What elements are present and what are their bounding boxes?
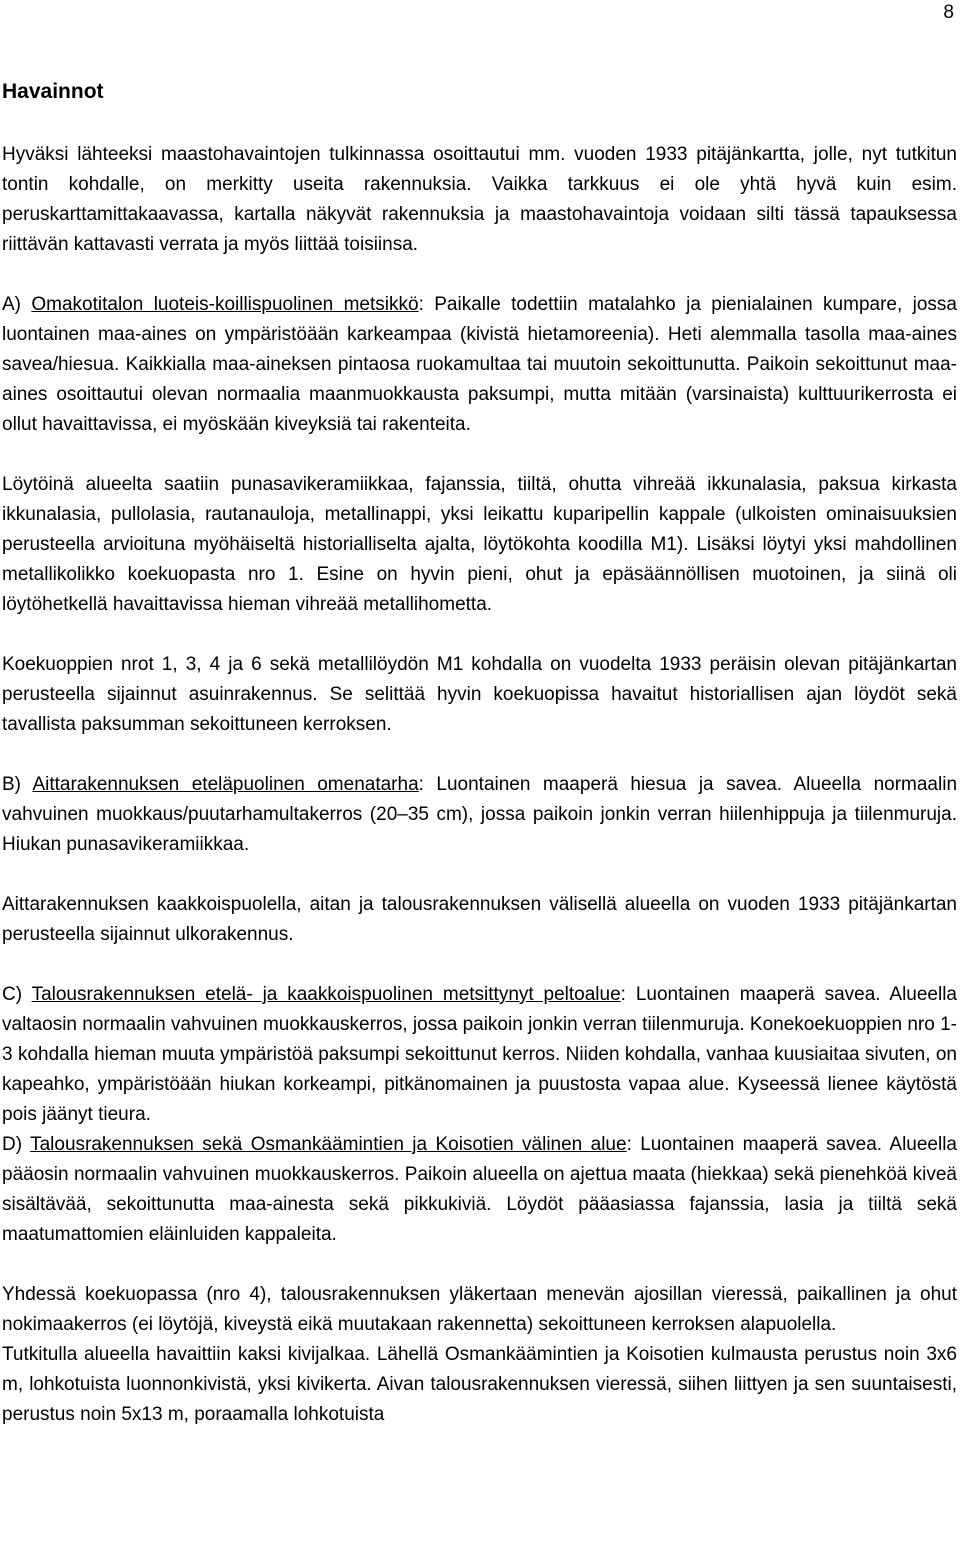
paragraph-soot-layer: Yhdessä koekuopassa (nro 4), talousrakennuksen yläkertaan menevän ajosillan vieressä, paikallinen ja ohut nokimaakerros (ei löytöjä, kiveystä eikä muutakaan rakennetta) sekoittuneen kerroksen alapuolella.	[2, 1284, 957, 1335]
area-a-body: : Paikalle todettiin matalahko ja pienialainen kumpare, jossa luontainen maa-aines on ympäristöään karkeampaa (kivistä hietamoreenia). Heti alemmalla tasolla maa-aines savea/hiesua. Kaikkialla maa-aineksen pintaosa ruokamultaa tai muutoin sekoittunutta. Paikoin sekoittunut maa-aines osoittautui olevan normaalia maanmuokkausta paksumpi, mutta mitään (varsinaista) kulttuurikerrosta ei ollut havaittavissa, ei myöskään kiveyksiä tai rakenteita.	[2, 294, 957, 435]
area-a-prefix: A)	[2, 294, 32, 315]
area-a-title: Omakotitalon luoteis-koillispuolinen metsikkö	[31, 294, 419, 315]
paragraph-finds: Löytöinä alueelta saatiin punasavikeramiikkaa, fajanssia, tiiltä, ohutta vihreää ikkunalasia, paksua kirkasta ikkunalasia, pullolasia, rautanauloja, metallinappi, yksi leikattu kuparipellin kappale (ulkoisten ominaisuuksien perusteella arvioituna myöhäiseltä historialliselta ajalta, löytökohta koodilla M1). Lisäksi löytyi yksi mahdollinen metallikolikko koekuopasta nro 1. Esine on hyvin pieni, ohut ja epäsäännöllisen muotoinen, ja siinä oli löytöhetkellä havaittavissa hieman vihreää metallihometta.	[2, 474, 957, 615]
document-body	[2, 140, 957, 1430]
page-number: 8	[943, 2, 954, 23]
area-b-body: : Luontainen maaperä hiesua ja savea. Alueella normaalin vahvuinen muokkaus/puutarhamultakerros (20–35 cm), jossa paikoin jonkin verran hiilenhippuja ja tiilenmuruja. Hiukan punasavikeramiikkaa.	[2, 774, 958, 855]
paragraph-area-c	[2, 980, 957, 1130]
paragraph-foundations: Tutkitulla alueella havaittiin kaksi kivijalkaa. Lähellä Osmankäämintien ja Koisotien kulmausta perustus noin 3x6 m, lohkotuista luonnonkivistä, yksi kivikerta. Aivan talousrakennuksen vieressä, siihen liittyen ja sen suuntaisesti, perustus noin 5x13 m, poraamalla lohkotuista	[2, 1344, 957, 1425]
area-d-prefix: D)	[2, 1134, 31, 1155]
area-c-body: : Luontainen maaperä savea. Alueella valtaosin normaalin vahvuinen muokkauskerros, jossa paikoin jonkin verran tiilenmuruja. Konekoekuoppien nro 1-3 kohdalla hieman muuta ympäristöä paksumpi sekoittunut kerros. Niiden kohdalla, vanhaa kuusiaitaa sivuten, on kapeahko, ympäristöään hiukan korkeampi, pitkänomainen ja puustosta vapaa alue. Kyseessä lienee käytöstä pois jäänyt tieura.	[2, 984, 957, 1125]
paragraph-test-pits: Koekuoppien nrot 1, 3, 4 ja 6 sekä metallilöydön M1 kohdalla on vuodelta 1933 peräisin olevan pitäjänkartan perusteella sijainnut asuinrakennus. Se selittää hyvin koekuopissa havaitut historiallisen ajan löydöt sekä tavallista paksumman sekoittuneen kerroksen.	[2, 654, 957, 735]
paragraph-outbuilding: Aittarakennuksen kaakkoispuolella, aitan ja talousrakennuksen välisellä alueella on vuoden 1933 pitäjänkartan perusteella sijainnut ulkorakennus.	[2, 894, 957, 945]
paragraph-area-a	[2, 290, 957, 440]
section-heading: Havainnot	[2, 80, 104, 103]
paragraph-area-b	[2, 770, 957, 860]
area-b-title: Aittarakennuksen eteläpuolinen omenatarha	[32, 774, 419, 795]
area-b-prefix: B)	[2, 774, 33, 795]
area-d-body: : Luontainen maaperä savea. Alueella pääosin normaalin vahvuinen muokkauskerros. Paikoin alueella on ajettua maata (hiekkaa) sekä pienehköä kiveä sisältävää, sekoittunutta maa-ainesta sekä pikkukiviä. Löydöt pääasiassa fajanssia, lasia ja tiiltä sekä maatumattomien eläinluiden kappaleita.	[2, 1134, 957, 1245]
area-c-prefix: C)	[2, 984, 32, 1005]
area-c-title: Talousrakennuksen etelä- ja kaakkoispuolinen metsittynyt peltoalue	[31, 984, 621, 1005]
paragraph-area-d	[2, 1130, 957, 1250]
area-d-title: Talousrakennuksen sekä Osmankäämintien ja Koisotien välinen alue	[30, 1134, 627, 1155]
paragraph-sources: Hyväksi lähteeksi maastohavaintojen tulkinnassa osoittautui mm. vuoden 1933 pitäjänkartta, jolle, nyt tutkitun tontin kohdalle, on merkitty useita rakennuksia. Vaikka tarkkuus ei ole yhtä hyvä kuin esim. peruskarttamittakaavassa, kartalla näkyvät rakennuksia ja maastohavaintoja voidaan silti tässä tapauksessa riittävän kattavasti verrata ja myös liittää toisiinsa.	[2, 144, 957, 255]
